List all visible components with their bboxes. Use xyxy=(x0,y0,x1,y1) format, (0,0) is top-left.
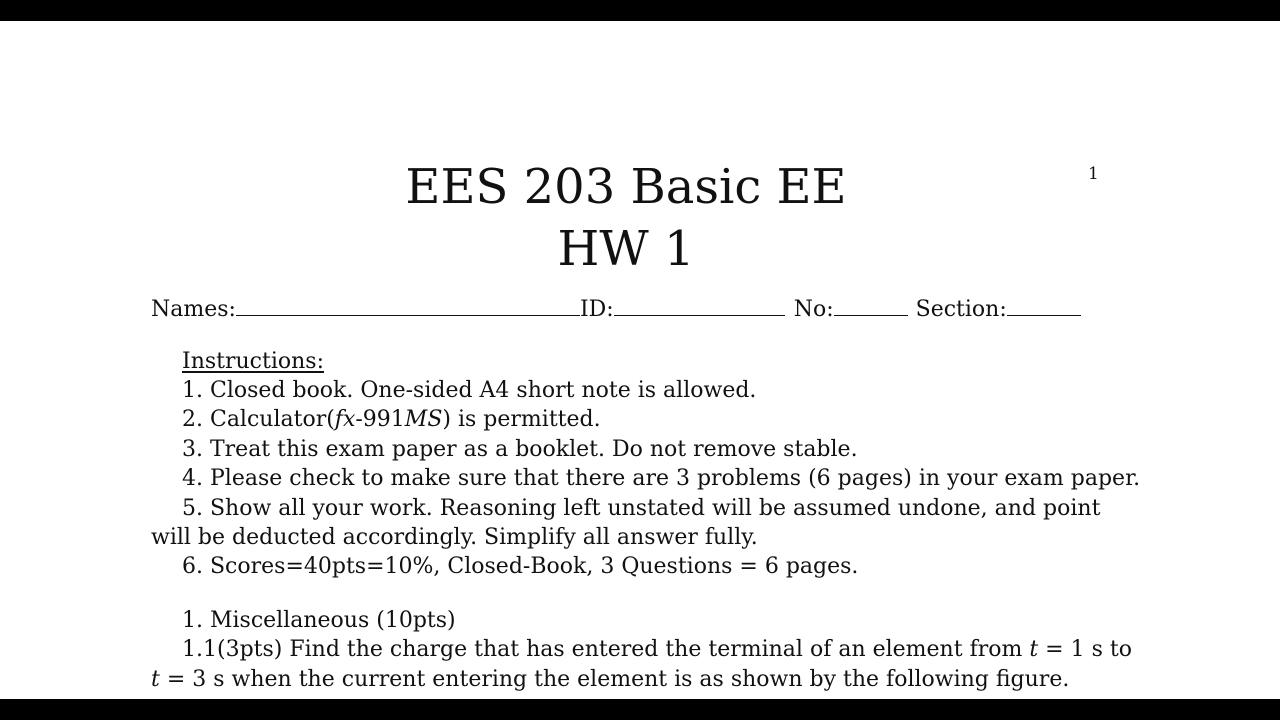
problem-heading: 1. Miscellaneous (10pts) xyxy=(182,608,456,633)
calculator-model-ms: MS xyxy=(404,407,443,432)
instruction-item-continued: will be deducted accordingly. Simplify all answer fully. xyxy=(151,525,758,550)
time-variable: t xyxy=(151,667,160,692)
instruction-item: 1. Closed book. One-sided A4 short note is allowed. xyxy=(182,378,757,403)
id-blank xyxy=(614,295,785,316)
problem-statement xyxy=(182,637,1132,663)
instruction-item xyxy=(182,407,601,433)
problem-text: 1.1(3pts) Find the charge that has entered the terminal of an element from xyxy=(182,637,1030,662)
calculator-model-fx: fx xyxy=(334,407,356,432)
time-variable: t xyxy=(1029,637,1039,662)
instructions-heading: Instructions: xyxy=(182,349,324,374)
document-subtitle: HW 1 xyxy=(557,221,695,277)
problem-statement-continued xyxy=(151,667,1069,693)
student-info-row xyxy=(151,295,1081,323)
section-label: Section: xyxy=(915,297,1007,322)
names-label: Names: xyxy=(151,297,236,322)
section-blank xyxy=(1007,295,1081,316)
instruction-text: ) is permitted. xyxy=(442,407,601,432)
number-blank xyxy=(834,295,908,316)
calculator-model-number: -991 xyxy=(355,407,405,432)
number-label: No: xyxy=(793,297,834,322)
instruction-item: 5. Show all your work. Reasoning left unstated will be assumed undone, and point xyxy=(182,496,1101,521)
names-blank xyxy=(236,295,580,316)
instruction-item: 3. Treat this exam paper as a booklet. Do not remove stable. xyxy=(182,437,858,462)
problem-text: = 3 s when the current entering the element is as shown by the following figure. xyxy=(159,667,1070,692)
id-label: ID: xyxy=(579,297,614,322)
document-title: EES 203 Basic EE xyxy=(405,159,847,215)
page-number: 1 xyxy=(1088,164,1099,184)
problem-text: = 1 s to xyxy=(1038,637,1132,662)
letterbox-bottom xyxy=(0,699,1280,720)
letterbox-top xyxy=(0,0,1280,21)
instruction-item: 4. Please check to make sure that there are 3 problems (6 pages) in your exam paper. xyxy=(182,466,1141,491)
instruction-item: 6. Scores=40pts=10%, Closed-Book, 3 Questions = 6 pages. xyxy=(182,554,859,579)
instruction-text: 2. Calculator( xyxy=(182,407,335,432)
